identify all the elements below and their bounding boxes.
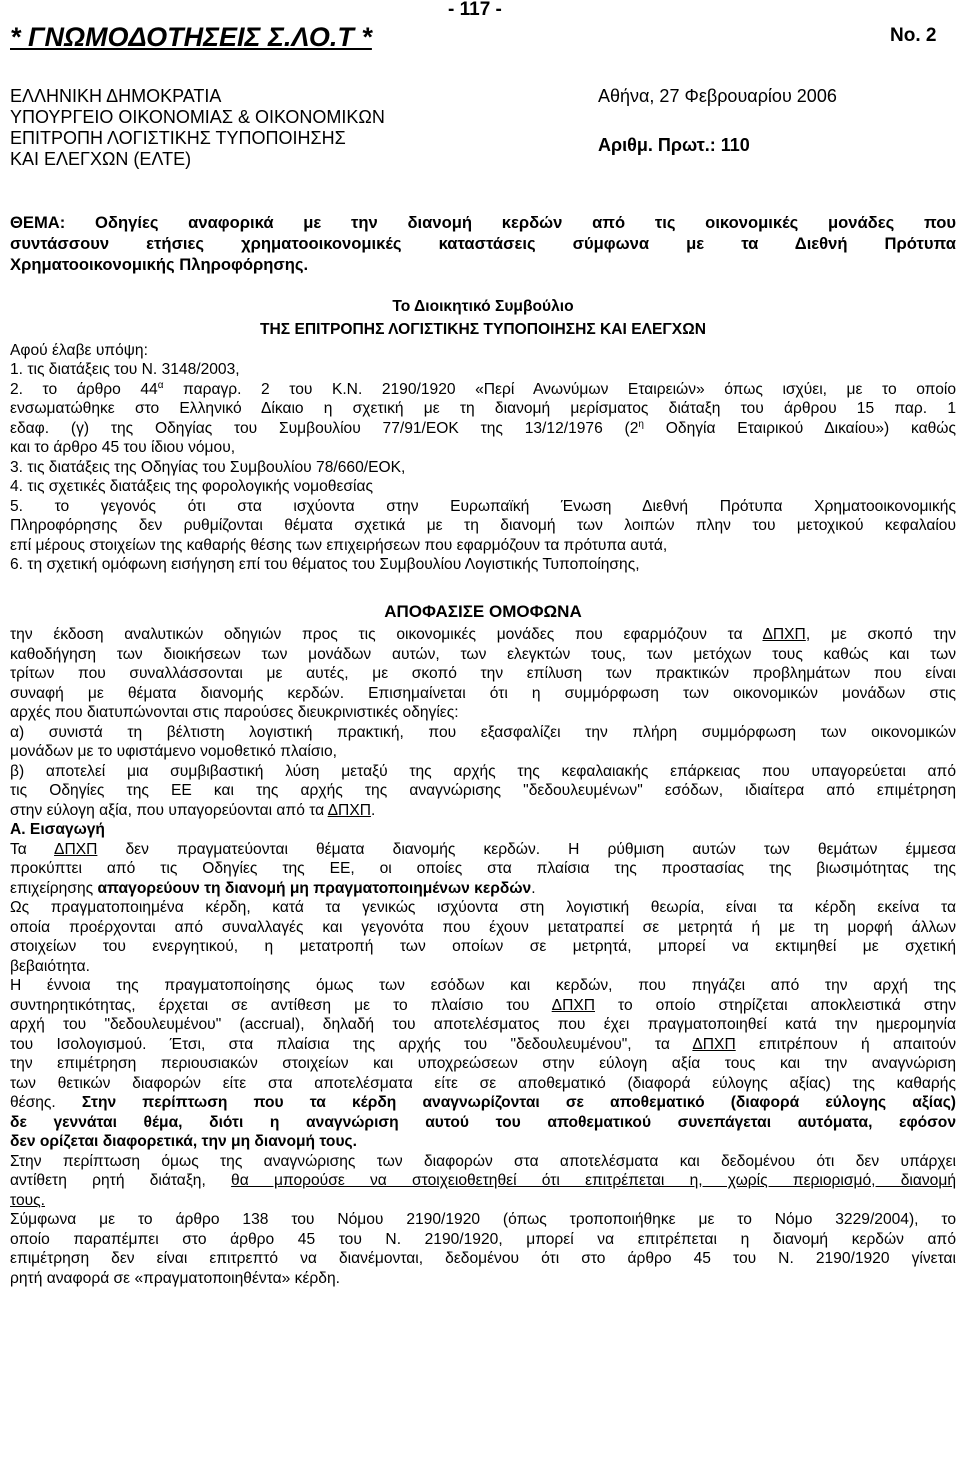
section-a-paragraph-line: δεν ορίζεται διαφορετικά, την μη διανομή τους. bbox=[10, 1133, 357, 1150]
section-a-paragraph-line: ρητή αναφορά σε «πραγματοποιηθέντα» κέρδη. bbox=[10, 1269, 340, 1287]
issuer-line: ΕΠΙΤΡΟΠΗ ΛΟΓΙΣΤΙΚΗΣ ΤΥΠΟΠΟΙΗΣΗΣ bbox=[10, 128, 346, 148]
section-a-paragraph: Ως πραγματοποιημένα κέρδη, κατά τα γενικώς ισχύοντα στη λογιστική θεωρία, είναι τα κέρδη εκείνα τα bbox=[10, 899, 956, 916]
decision-paragraph-line: αρχές που διατυπώνονται στις παρούσες διευκρινιστικές οδηγίες: bbox=[10, 704, 459, 721]
considering-item-2-line: εδαφ. (γ) της Οδηγίας του Συμβουλίου 77/91/ΕΟΚ της 13/12/1976 ($2^\eta$ Οδηγία Εταιρικού Δικαίου») καθώς bbox=[10, 418, 956, 437]
document-date: Αθήνα, 27 Φεβρουαρίου 2006 bbox=[598, 86, 837, 106]
issuer-line: ΚΑΙ ΕΛΕΓΧΩΝ (ΕΛΤΕ) bbox=[10, 149, 192, 169]
section-a-paragraph-line: επιμέτρηση δεν είναι επιτρεπτό να διανέμονται, δεδομένου ότι στο άρθρο 45 του Ν. 2190/1920 γίνεται bbox=[10, 1250, 956, 1267]
page-number: - 117 - bbox=[448, 0, 502, 20]
subject-line: ΘΕΜΑ: Οδηγίες αναφορικά με την διανομή κερδών από τις οικονομικές μονάδες που bbox=[10, 213, 956, 232]
decision-point-b: β) αποτελεί μια συμβιβαστική λύση μεταξύ της αρχής της κεφαλαιακής επάρκειας που υπαγορεύεται από bbox=[10, 762, 956, 780]
considering-item-6: 6. τη σχετική ομόφωνη εισήγηση επί του θέματος του Συμβουλίου Λογιστικής Τυποποίησης, bbox=[10, 556, 640, 573]
subject-line: συντάσσουν ετήσιες χρηματοοικονομικές καταστάσεις σύμφωνα με τα Διεθνή Πρότυπα bbox=[10, 234, 956, 253]
decision-heading: ΑΠΟΦΑΣΙΣΕ ΟΜΟΦΩΝΑ bbox=[384, 602, 582, 621]
section-a-paragraph-line: οποία προέρχονται από συναλλαγές και γεγονότα που έχουν μετατραπεί σε μετρητά ή με τη μορφή άλλων bbox=[10, 918, 956, 936]
issuer-line: ΕΛΛΗΝΙΚΗ ΔΗΜΟΚΡΑΤΙΑ bbox=[10, 86, 222, 106]
decision-paragraph: την έκδοση αναλυτικών οδηγιών προς τις οικονομικές μονάδες που εφαρμόζουν τα ΔΠΧΠ, με σκοπό την bbox=[10, 626, 956, 643]
section-a-paragraph-line: τους. bbox=[10, 1191, 45, 1209]
considering-item-5-line: Πληροφόρησης δεν ρυθμίζονται θέματα σχετικά με τη διανομή των λοιπών πλην του μετοχικού κεφαλαίου bbox=[10, 517, 956, 534]
decision-paragraph-line: συναφή με θέματα διανομής κερδών. Επισημαίνεται ότι η συμμόρφωση των οικονομικών μονάδων στις bbox=[10, 684, 956, 702]
section-a-paragraph-line: αρχή του "δεδουλευμένου" (accrual), δηλαδή του αποτελέσματος που έχει πραγματοποιηθεί κατά την ημερομηνία bbox=[10, 1016, 956, 1033]
considering-item-1: 1. τις διατάξεις του Ν. 3148/2003, bbox=[10, 361, 240, 378]
considering-item-2: 2. το άρθρο $44^\alpha$ παραγρ. 2 του Κ.Ν. 2190/1920 «Περί Ανωνύμων Εταιρειών» όπως ισχύει, με το οποίο bbox=[10, 379, 957, 398]
series-title: * ΓΝΩΜΟΔΟΤΗΣΕΙΣ Σ.ΛΟ.Τ * bbox=[10, 22, 372, 52]
decision-point-a-line: μονάδων με το υφιστάμενο νομοθετικό πλαίσιο, bbox=[10, 743, 337, 760]
decision-point-b-line: τις Οδηγίες της ΕΕ και της αρχής της αναγνώρισης "δεδουλευμένων" εσόδων, ιδιαίτερα από επιμέτρηση bbox=[10, 782, 956, 799]
decision-point-b-line: στην εύλογη αξία, που υπαγορεύονται από τα ΔΠΧΠ. bbox=[10, 801, 376, 819]
section-a-paragraph-line: βεβαιότητα. bbox=[10, 957, 90, 975]
section-a-paragraph-line: αντίθετη ρητή διάταξη, θα μπορούσε να στοιχειοθετηθεί ότι επιτρέπεται η, χωρίς περιορισμό, διανομή bbox=[10, 1172, 956, 1189]
section-a-paragraph-line: δε γεννάται θέμα, διότι η αναγνώριση αυτού του αποθεματικού συνεπάγεται αυτόματα, εφόσον bbox=[10, 1113, 956, 1131]
decision-point-a: α) συνιστά τη βέλτιστη λογιστική πρακτική, που εξασφαλίζει την πλήρη συμμόρφωση των οικονομικών bbox=[10, 723, 956, 741]
decision-paragraph-line: καθοδήγηση των διοικήσεων των μονάδων αυτών, των ελεγκτών τους, των μετόχων τους καθώς και των bbox=[10, 645, 956, 663]
document-body bbox=[10, 212, 956, 1288]
considering-item-2-line: και το άρθρο 45 του ίδιου νόμου, bbox=[10, 439, 236, 456]
section-a-paragraph-line: θέσης. Στην περίπτωση που τα κέρδη αναγνωρίζονται σε αποθεματικό (διαφορά εύλογης αξίας) bbox=[10, 1094, 956, 1111]
considering-item-5: 5. το γεγονός ότι στα ισχύοντα στην Ευρωπαϊκή Ένωση Διεθνή Πρότυπα Χρηματοοικονομικής bbox=[10, 497, 956, 515]
section-a-paragraph: Τα ΔΠΧΠ δεν πραγματεύονται θέματα διανομής κερδών. Η ρύθμιση αυτών των θεμάτων έμμεσα bbox=[10, 840, 956, 858]
decision-paragraph-line: τρίτων που συναλλάσσονται με αυτές, με σκοπό την επίλυση των πρακτικών προβλημάτων που είναι bbox=[10, 665, 956, 682]
section-a-paragraph-line: των θετικών διαφορών είτε στα αποτελέσματα είτε σε αποθεματικό (διαφορά εύλογης αξίας) της καθαρής bbox=[10, 1074, 956, 1092]
considering-item-3: 3. τις διατάξεις της Οδηγίας του Συμβουλίου 78/660/ΕΟΚ, bbox=[10, 458, 406, 476]
considering-item-5-line: επί μέρους στοιχείων της καθαρής θέσης των επιχειρήσεων που εφαρμόζουν τα πρότυπα αυτά, bbox=[10, 536, 668, 554]
protocol-number: Αριθμ. Πρωτ.: 110 bbox=[598, 135, 750, 155]
board-title: Το Διοικητικό Συμβούλιο bbox=[392, 297, 574, 315]
section-a-paragraph-line: του Ισολογισμού. Έτσι, στα πλαίσια της αρχής του "δεδουλευμένου", τα ΔΠΧΠ επιτρέπουν ή απαιτούν bbox=[10, 1035, 956, 1053]
board-subtitle: ΤΗΣ ΕΠΙΤΡΟΠΗΣ ΛΟΓΙΣΤΙΚΗΣ ΤΥΠΟΠΟΙΗΣΗΣ ΚΑΙ ΕΛΕΓΧΩΝ bbox=[260, 320, 706, 338]
issuer-block bbox=[10, 86, 385, 170]
section-a-paragraph-line: προκύπτει από τις Οδηγίες της ΕΕ, οι οποίες στα πλαίσια της προστασίας της βιωσιμότητας της bbox=[10, 860, 956, 877]
section-a-heading: Α. Εισαγωγή bbox=[10, 821, 105, 838]
section-a-paragraph-line: οποίο παραπέμπει στο άρθρο 45 του Ν. 2190/1920, μπορεί να επιτρέπεται η διανομή κερδών από bbox=[10, 1230, 956, 1248]
section-a-paragraph-line: την επιμέτρηση περιουσιακών στοιχείων και υποχρεώσεων στην εύλογη αξία τους και την αναγνώριση bbox=[10, 1055, 956, 1072]
subject-line: Χρηματοοικονομικής Πληροφόρησης. bbox=[10, 255, 309, 274]
section-a-paragraph-line: συντηρητικότητας, έρχεται σε αντίθεση με το πλαίσιο του ΔΠΧΠ το οποίο στηρίζεται αποκλειστικά στην bbox=[10, 996, 956, 1014]
section-a-paragraph: Η έννοια της πραγματοποίησης όμως των εσόδων και κερδών, που πηγάζει από την αρχή της bbox=[10, 977, 956, 994]
issuer-line: ΥΠΟΥΡΓΕΙΟ ΟΙΚΟΝΟΜΙΑΣ & ΟΙΚΟΝΟΜΙΚΩΝ bbox=[10, 107, 385, 127]
considering-intro: Αφού έλαβε υπόψη: bbox=[10, 341, 148, 359]
section-a-paragraph: Στην περίπτωση όμως της αναγνώρισης των διαφορών στα αποτελέσματα και δεδομένου ότι δεν υπάρχει bbox=[10, 1152, 956, 1170]
section-a-paragraph-line: επιχείρησης απαγορεύουν τη διανομή μη πραγματοποιημένων κερδών. bbox=[10, 879, 536, 897]
section-a-paragraph: Σύμφωνα με το άρθρο 138 του Νόμου 2190/1920 (όπως τροποποιήθηκε με το Νόμο 3229/2004), το bbox=[10, 1211, 956, 1228]
considering-item-4: 4. τις σχετικές διατάξεις της φορολογικής νομοθεσίας bbox=[10, 478, 374, 495]
section-a-paragraph-line: στοιχείων του ενεργητικού, η μετατροπή των οποίων σε μετρητά, μπορεί να εκτιμηθεί με σχετική bbox=[10, 938, 956, 955]
document-number: No. 2 bbox=[890, 25, 937, 46]
considering-item-2-line: ενσωματώθηκε στο Ελληνικό Δίκαιο η σχετική με τη διανομή μερίσματος διάταξη του άρθρου 15 παρ. 1 bbox=[10, 400, 956, 417]
